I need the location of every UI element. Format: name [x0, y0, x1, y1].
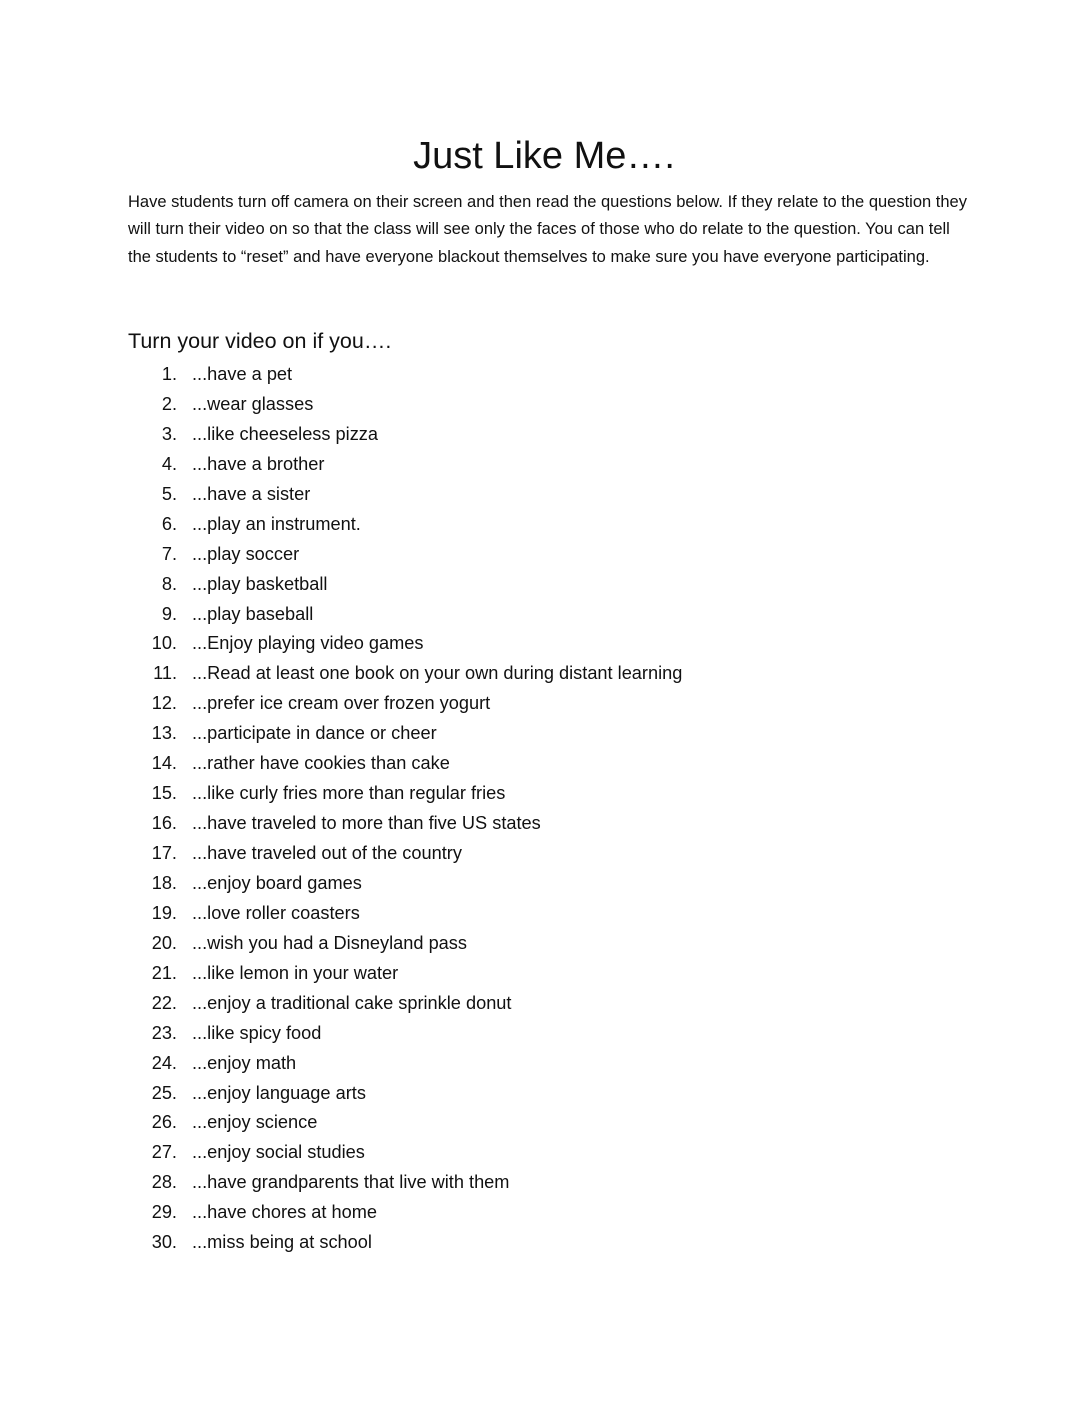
question-text: ...like cheeseless pizza	[192, 423, 379, 444]
question-number: 7.	[161, 543, 177, 564]
question-item	[0, 1079, 1088, 1109]
question-item	[0, 390, 1088, 420]
question-number: 10.	[151, 633, 177, 654]
question-text: ...like spicy food	[192, 1022, 322, 1043]
question-item	[0, 600, 1088, 630]
question-text: ...enjoy math	[192, 1052, 297, 1073]
question-item	[0, 809, 1088, 839]
question-text: ...have traveled to more than five US states	[192, 813, 541, 834]
question-text: ...enjoy board games	[192, 872, 362, 893]
question-number: 23.	[151, 1022, 177, 1043]
question-number: 1.	[161, 364, 177, 384]
question-text: ...play an instrument.	[192, 513, 361, 534]
question-number: 26.	[151, 1112, 177, 1133]
question-number: 22.	[151, 992, 177, 1013]
question-text: ...play soccer	[192, 543, 300, 564]
question-item	[0, 749, 1088, 779]
question-number: 29.	[151, 1202, 177, 1223]
question-text: ...enjoy social studies	[192, 1142, 365, 1163]
question-number: 28.	[151, 1172, 177, 1193]
question-number: 13.	[151, 723, 177, 744]
question-item	[0, 1228, 1088, 1258]
question-item	[0, 929, 1088, 959]
question-number: 24.	[151, 1052, 177, 1073]
question-item	[0, 959, 1088, 989]
question-number: 4.	[161, 453, 177, 474]
question-text: ...like lemon in your water	[192, 962, 399, 983]
question-item	[0, 719, 1088, 749]
question-number: 3.	[161, 423, 177, 444]
question-item	[0, 1019, 1088, 1049]
question-text: ...Enjoy playing video games	[192, 633, 424, 654]
question-text: ...enjoy language arts	[192, 1082, 366, 1103]
question-number: 15.	[151, 783, 177, 804]
question-number: 12.	[151, 693, 177, 714]
question-text: ...wish you had a Disneyland pass	[192, 932, 467, 953]
question-item	[0, 1049, 1088, 1079]
question-number: 30.	[151, 1232, 177, 1253]
question-item	[0, 1198, 1088, 1228]
question-number: 5.	[161, 483, 177, 504]
question-text: ...have chores at home	[192, 1202, 378, 1223]
question-text: ...participate in dance or cheer	[192, 723, 437, 744]
question-text: ...Read at least one book on your own during distant learning	[192, 663, 683, 684]
question-number: 21.	[151, 962, 177, 983]
question-text: ...have traveled out of the country	[192, 843, 462, 863]
question-item	[0, 1138, 1088, 1168]
question-item	[0, 420, 1088, 450]
list-heading: Turn your video on if you….	[128, 329, 392, 353]
question-text: ...play basketball	[192, 573, 328, 594]
question-text: ...have a pet	[192, 364, 293, 384]
question-item	[0, 570, 1088, 600]
question-text: ...prefer ice cream over frozen yogurt	[192, 693, 491, 714]
question-item	[0, 1108, 1088, 1138]
question-number: 25.	[151, 1082, 177, 1103]
question-item	[0, 480, 1088, 510]
question-item	[0, 629, 1088, 659]
question-number: 27.	[151, 1142, 177, 1163]
question-text: ...enjoy science	[192, 1112, 318, 1133]
intro-paragraph: Have students turn off camera on their screen and then read the questions below. If they relate to the question they will turn their video on so that the class will see only the faces of those who do relate to the question. You can tell the students to “reset” and have everyone blackout themselves to make sure you have everyone participating.	[128, 193, 967, 266]
question-text: ...have grandparents that live with them	[192, 1172, 510, 1193]
question-list	[0, 360, 1088, 1258]
question-item	[0, 989, 1088, 1019]
question-item	[0, 839, 1088, 869]
question-number: 17.	[151, 843, 177, 863]
question-number: 9.	[161, 603, 177, 624]
question-number: 8.	[161, 573, 177, 594]
question-item	[0, 360, 1088, 390]
question-text: ...like curly fries more than regular fries	[192, 783, 506, 804]
question-text: ...rather have cookies than cake	[192, 753, 450, 774]
question-text: ...have a sister	[192, 483, 311, 504]
question-text: ...have a brother	[192, 453, 325, 474]
question-text: ...miss being at school	[192, 1232, 372, 1253]
question-text: ...enjoy a traditional cake sprinkle donut	[192, 992, 512, 1013]
question-number: 11.	[153, 663, 177, 684]
question-text: ...love roller coasters	[192, 902, 360, 923]
question-number: 16.	[151, 813, 177, 834]
question-text: ...play baseball	[192, 603, 314, 624]
question-item	[0, 899, 1088, 929]
question-item	[0, 779, 1088, 809]
question-item	[0, 540, 1088, 570]
question-item	[0, 510, 1088, 540]
question-text: ...wear glasses	[192, 393, 314, 414]
question-number: 18.	[151, 872, 177, 893]
question-number: 14.	[151, 753, 177, 774]
page-title: Just Like Me….	[413, 135, 675, 177]
question-number: 20.	[151, 932, 177, 953]
question-item	[0, 450, 1088, 480]
question-item	[0, 869, 1088, 899]
question-item	[0, 659, 1088, 689]
question-item	[0, 1168, 1088, 1198]
question-number: 2.	[161, 393, 177, 414]
question-number: 19.	[151, 902, 177, 923]
question-item	[0, 689, 1088, 719]
question-number: 6.	[161, 513, 177, 534]
